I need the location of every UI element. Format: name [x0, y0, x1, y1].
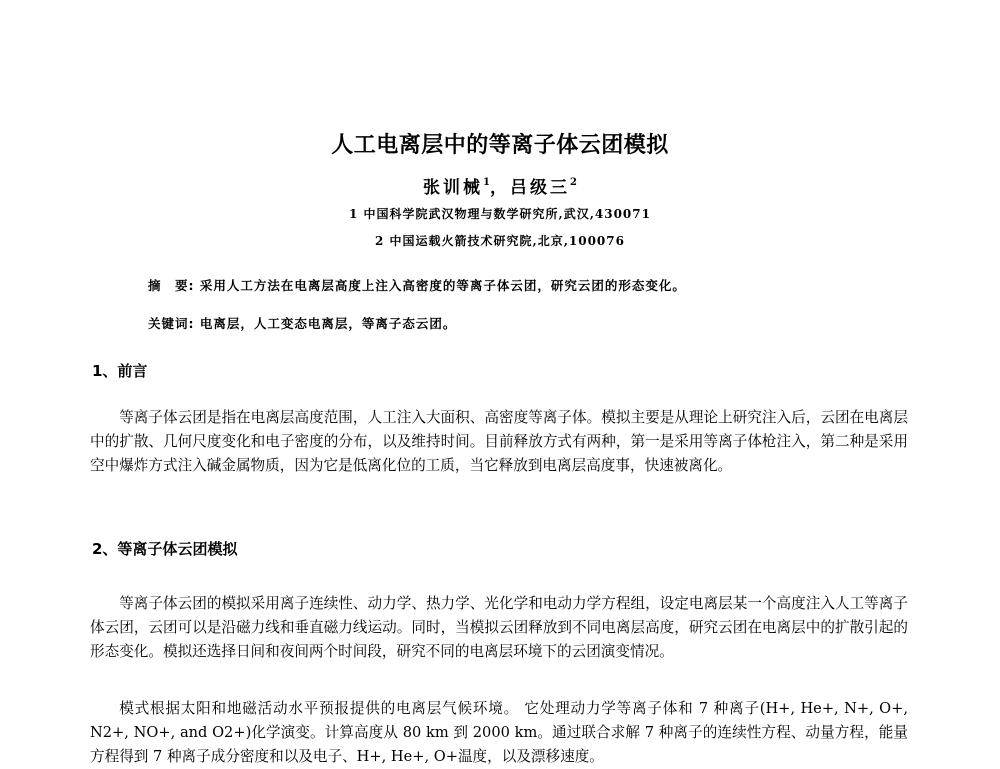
author-superscript: 1: [483, 177, 490, 188]
author-name: 吕级三: [510, 178, 570, 198]
keywords: [148, 314, 456, 332]
paragraph: 模式根据太阳和地磁活动水平预报提供的电离层气候环境。 它处理动力学等离子体和 7 种离子(H+, He+, N+, O+, N2+, NO+, and O2+)化学演变。计算高度从 80 km 到 2000 km。通过联合求解 7 种离子的连续性方程、动量方程，能量方程得到 7 种离子成分密度和以及电子、H+, He+, O+温度，以及漂移速度。: [90, 700, 908, 765]
paragraph: 等离子体云团是指在电离层高度范围，人工注入大面积、高密度等离子体。模拟主要是从理论上研究注入后，云团在电离层中的扩散、几何尺度变化和电子密度的分布，以及维持时间。目前释放方式有两种，第一是采用等离子体枪注入，第二种是采用空中爆炸方式注入碱金属物质，因为它是低离化位的工质，当它释放到电离层高度事，快速被离化。: [90, 409, 908, 474]
section-heading: 2、等离子体云团模拟: [92, 540, 238, 558]
section-heading: 1、前言: [92, 362, 148, 380]
keywords-text: 电离层，人工变态电离层，等离子态云团。: [199, 316, 457, 331]
affiliation-1: 1 中国科学院武汉物理与数学研究所,武汉,430071: [349, 207, 651, 221]
paper-title: 人工电离层中的等离子体云团模拟: [331, 133, 669, 158]
abstract-text: 采用人工方法在电离层高度上注入高密度的等离子体云团，研究云团的形态变化。: [199, 278, 686, 293]
abstract: [148, 276, 686, 294]
paragraph: 等离子体云团的模拟采用离子连续性、动力学、热力学、光化学和电动力学方程组，设定电离层某一个高度注入人工等离子体云团，云团可以是沿磁力线和垂直磁力线运动。同时，当模拟云团释放到不同电离层高度，研究云团在电离层中的扩散引起的形态变化。模拟还选择日间和夜间两个时间段，研究不同的电离层环境下的云团演变情况。: [90, 595, 908, 660]
author-line: [0, 173, 1000, 198]
affiliation-2: 2 中国运载火箭技术研究院,北京,100076: [375, 234, 625, 248]
abstract-label: 摘 要:: [148, 278, 195, 293]
author-separator: ，: [490, 178, 510, 198]
author-superscript: 2: [570, 177, 577, 188]
keywords-label: 关键词:: [148, 316, 195, 331]
author-name: 张训械: [423, 178, 484, 198]
